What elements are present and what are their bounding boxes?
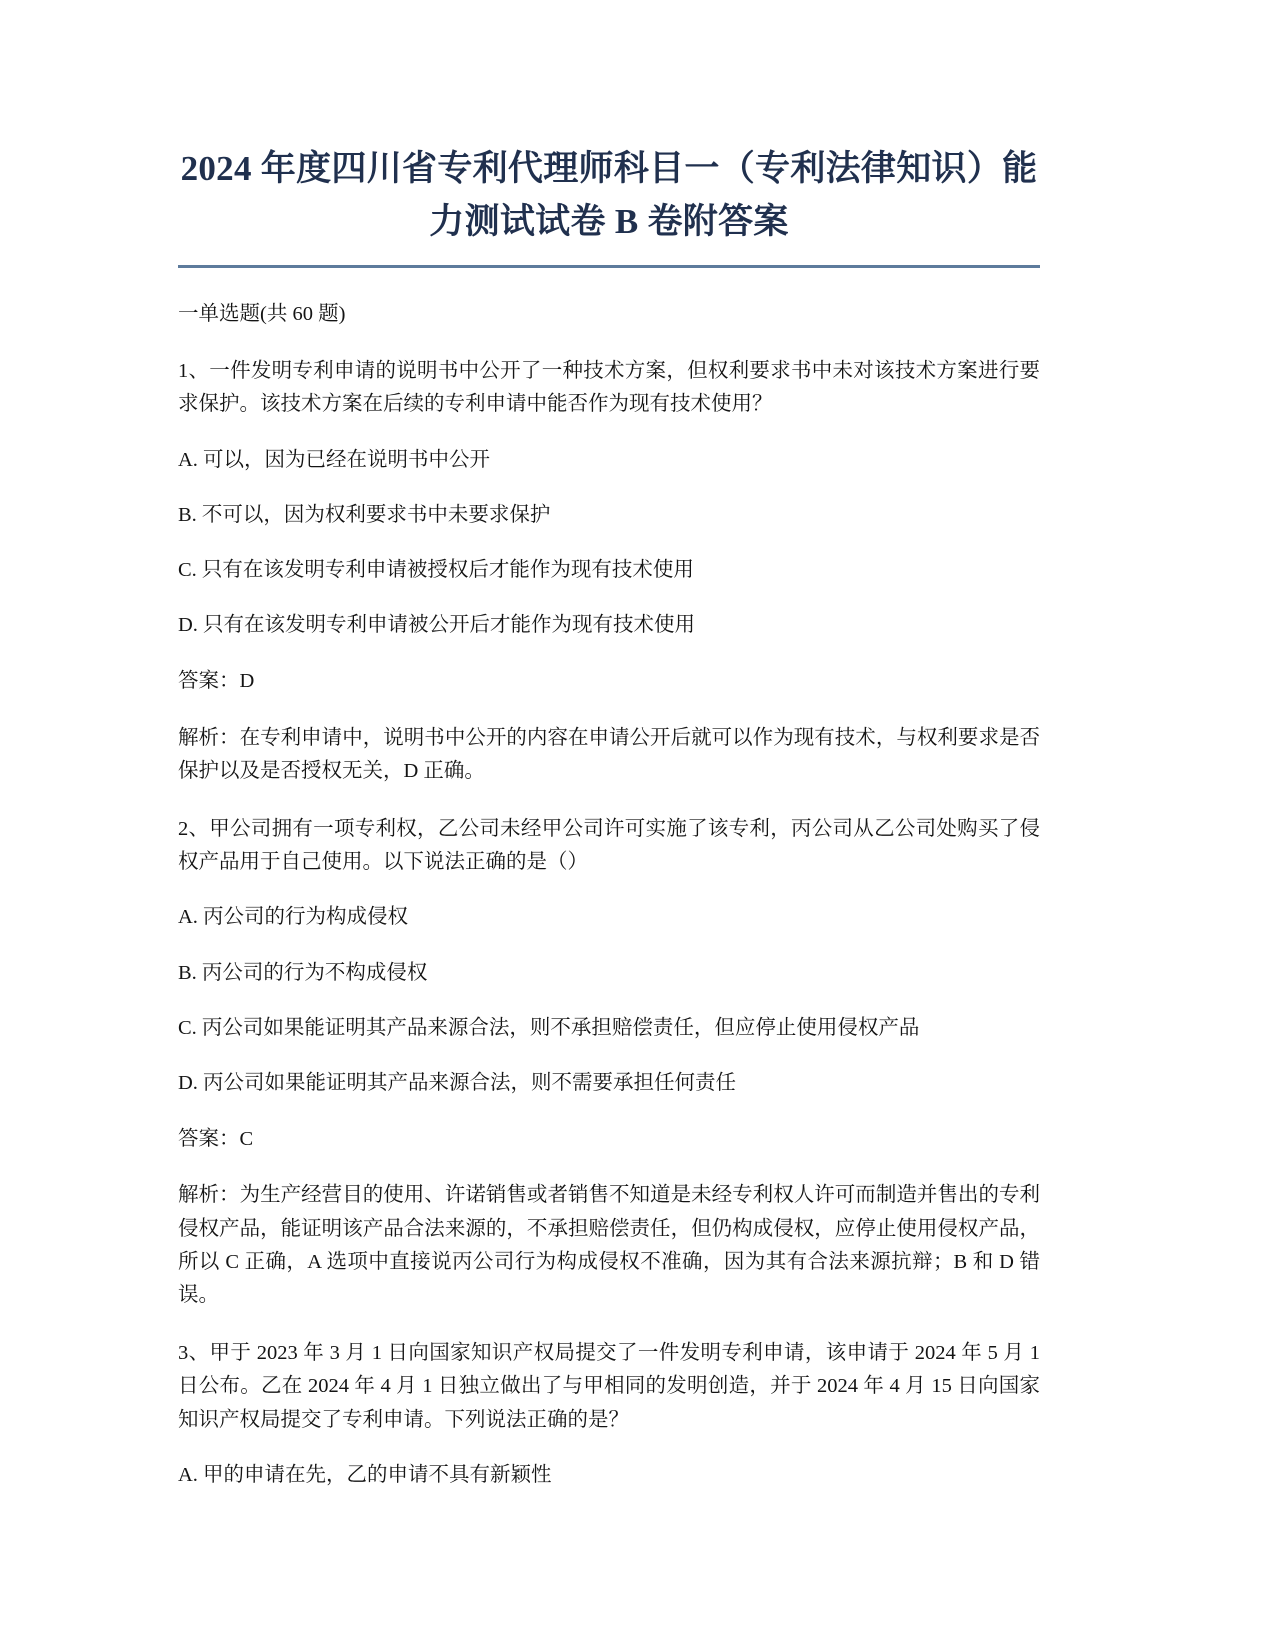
page-content [178,0,1040,1492]
question-option: B. 丙公司的行为不构成侵权 [178,961,428,984]
question-option: A. 丙公司的行为构成侵权 [178,906,409,929]
question-analysis: 解析：在专利申请中，说明书中公开的内容在申请公开后就可以作为现有技术，与权利要求是否保护以及是否授权无关，D 正确。 [178,726,1040,782]
question-option: C. 丙公司如果能证明其产品来源合法，则不承担赔偿责任，但应停止使用侵权产品 [178,1016,920,1039]
question-stem: 3、甲于 2023 年 3 月 1 日向国家知识产权局提交了一件发明专利申请，该申请于 2024 年 5 月 1 日公布。乙在 2024 年 4 月 1 日独立做出了与甲相同的发明创造，并于 2024 年 4 月 15 日向国家知识产权局提交了专利申请。下列说法正确的是？ [178,1342,1040,1431]
question-stem: 1、一件发明专利申请的说明书中公开了一种技术方案，但权利要求书中未对该技术方案进行要求保护。该技术方案在后续的专利申请中能否作为现有技术使用？ [178,360,1040,416]
question-option: B. 不可以，因为权利要求书中未要求保护 [178,503,551,526]
section-heading: 一单选题(共 60 题) [178,303,346,326]
question-answer: 答案：D [178,670,255,693]
question-answer: 答案：C [178,1128,254,1151]
question-analysis: 解析：为生产经营目的使用、许诺销售或者销售不知道是未经专利权人许可而制造并售出的专利侵权产品，能证明该产品合法来源的，不承担赔偿责任，但仍构成侵权，应停止使用侵权产品，所以 C 正确，A 选项中直接说丙公司行为构成侵权不准确，因为其有合法来源抗辩；B 和 D 错误。 [178,1184,1040,1306]
question-option: C. 只有在该发明专利申请被授权后才能作为现有技术使用 [178,558,694,581]
question-option: A. 可以，因为已经在说明书中公开 [178,448,491,471]
question-option: D. 丙公司如果能证明其产品来源合法，则不需要承担任何责任 [178,1071,737,1094]
question-option: D. 只有在该发明专利申请被公开后才能作为现有技术使用 [178,614,696,637]
page-title: 2024 年度四川省专利代理师科目一（专利法律知识）能力测试试卷 B 卷附答案 [180,149,1038,242]
question-stem: 2、甲公司拥有一项专利权，乙公司未经甲公司许可实施了该专利，丙公司从乙公司处购买了侵权产品用于自己使用。以下说法正确的是（） [178,817,1040,874]
question-option: A. 甲的申请在先，乙的申请不具有新颖性 [178,1463,552,1486]
